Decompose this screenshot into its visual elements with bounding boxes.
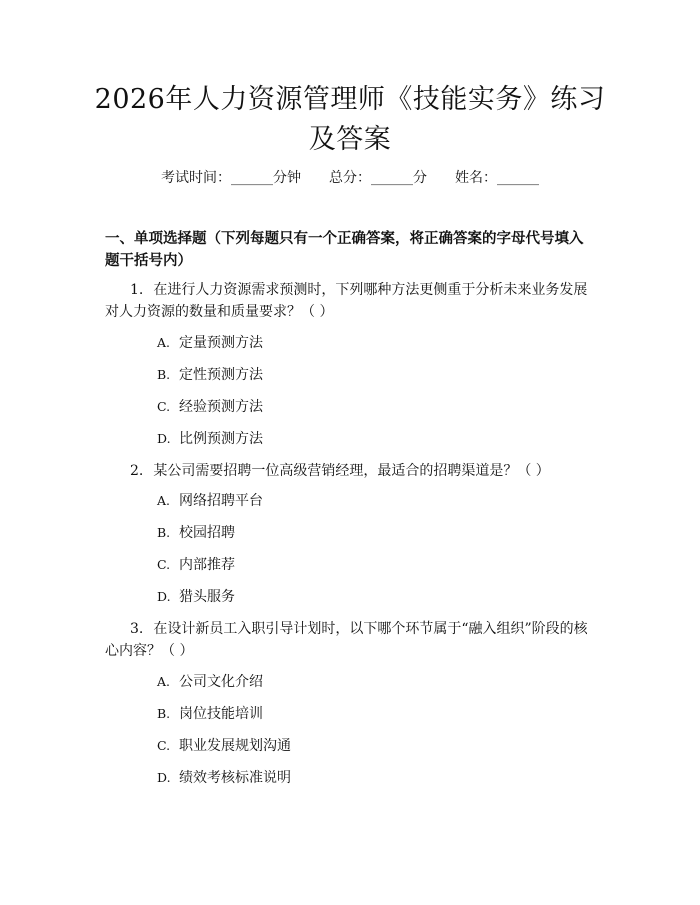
- question-1: [105, 279, 600, 323]
- option-letter: A.: [157, 674, 171, 689]
- option-letter: D.: [157, 431, 171, 446]
- name-field: 姓名：______: [455, 170, 539, 186]
- option-letter: A.: [157, 493, 171, 508]
- option-letter: D.: [157, 589, 171, 604]
- question-number: 3.: [130, 621, 144, 637]
- option-letter: C.: [157, 557, 171, 572]
- question-number: 2.: [130, 463, 144, 479]
- option-text: 绩效考核标准说明: [179, 770, 291, 786]
- option-text: 定量预测方法: [179, 335, 263, 351]
- option-text: 比例预测方法: [179, 431, 263, 447]
- option-letter: B.: [157, 367, 171, 382]
- option-text: 校园招聘: [179, 525, 235, 541]
- option-text: 职业发展规划沟通: [179, 738, 291, 754]
- exam-info-line: [0, 168, 700, 188]
- option-text: 猎头服务: [179, 589, 235, 605]
- option-1a: [157, 333, 263, 353]
- section-heading: 一、单项选择题（下列每题只有一个正确答案，将正确答案的字母代号填入题干括号内）: [105, 230, 584, 269]
- option-text: 公司文化介绍: [179, 674, 263, 690]
- question-3: [105, 618, 600, 662]
- option-2a: [157, 491, 263, 511]
- option-letter: B.: [157, 525, 171, 540]
- option-1c: [157, 397, 263, 417]
- option-letter: C.: [157, 399, 171, 414]
- question-2: [105, 460, 600, 482]
- question-text: 某公司需要招聘一位高级营销经理，最适合的招聘渠道是？（ ）: [153, 463, 550, 479]
- option-letter: D.: [157, 770, 171, 785]
- option-2d: [157, 587, 235, 607]
- option-1d: [157, 429, 263, 449]
- question-text: 在设计新员工入职引导计划时，以下哪个环节属于“融入组织”阶段的核心内容？（ ）: [105, 621, 588, 659]
- question-number: 1.: [130, 282, 144, 298]
- document-title: 2026年人力资源管理师《技能实务》练习及答案: [94, 84, 606, 155]
- option-3c: [157, 736, 291, 756]
- option-1b: [157, 365, 263, 385]
- option-letter: A.: [157, 335, 171, 350]
- option-letter: B.: [157, 706, 171, 721]
- exam-time-field: 考试时间：______分钟: [161, 170, 301, 186]
- option-3b: [157, 704, 263, 724]
- option-text: 内部推荐: [179, 557, 235, 573]
- option-3d: [157, 768, 291, 788]
- option-letter: C.: [157, 738, 171, 753]
- option-text: 网络招聘平台: [179, 493, 263, 509]
- option-text: 经验预测方法: [179, 399, 263, 415]
- option-3a: [157, 672, 263, 692]
- option-2c: [157, 555, 235, 575]
- option-2b: [157, 523, 235, 543]
- option-text: 岗位技能培训: [179, 706, 263, 722]
- question-text: 在进行人力资源需求预测时，下列哪种方法更侧重于分析未来业务发展对人力资源的数量和质量要求？（ ）: [105, 282, 588, 320]
- total-score-field: 总分：______分: [329, 170, 427, 186]
- option-text: 定性预测方法: [179, 367, 263, 383]
